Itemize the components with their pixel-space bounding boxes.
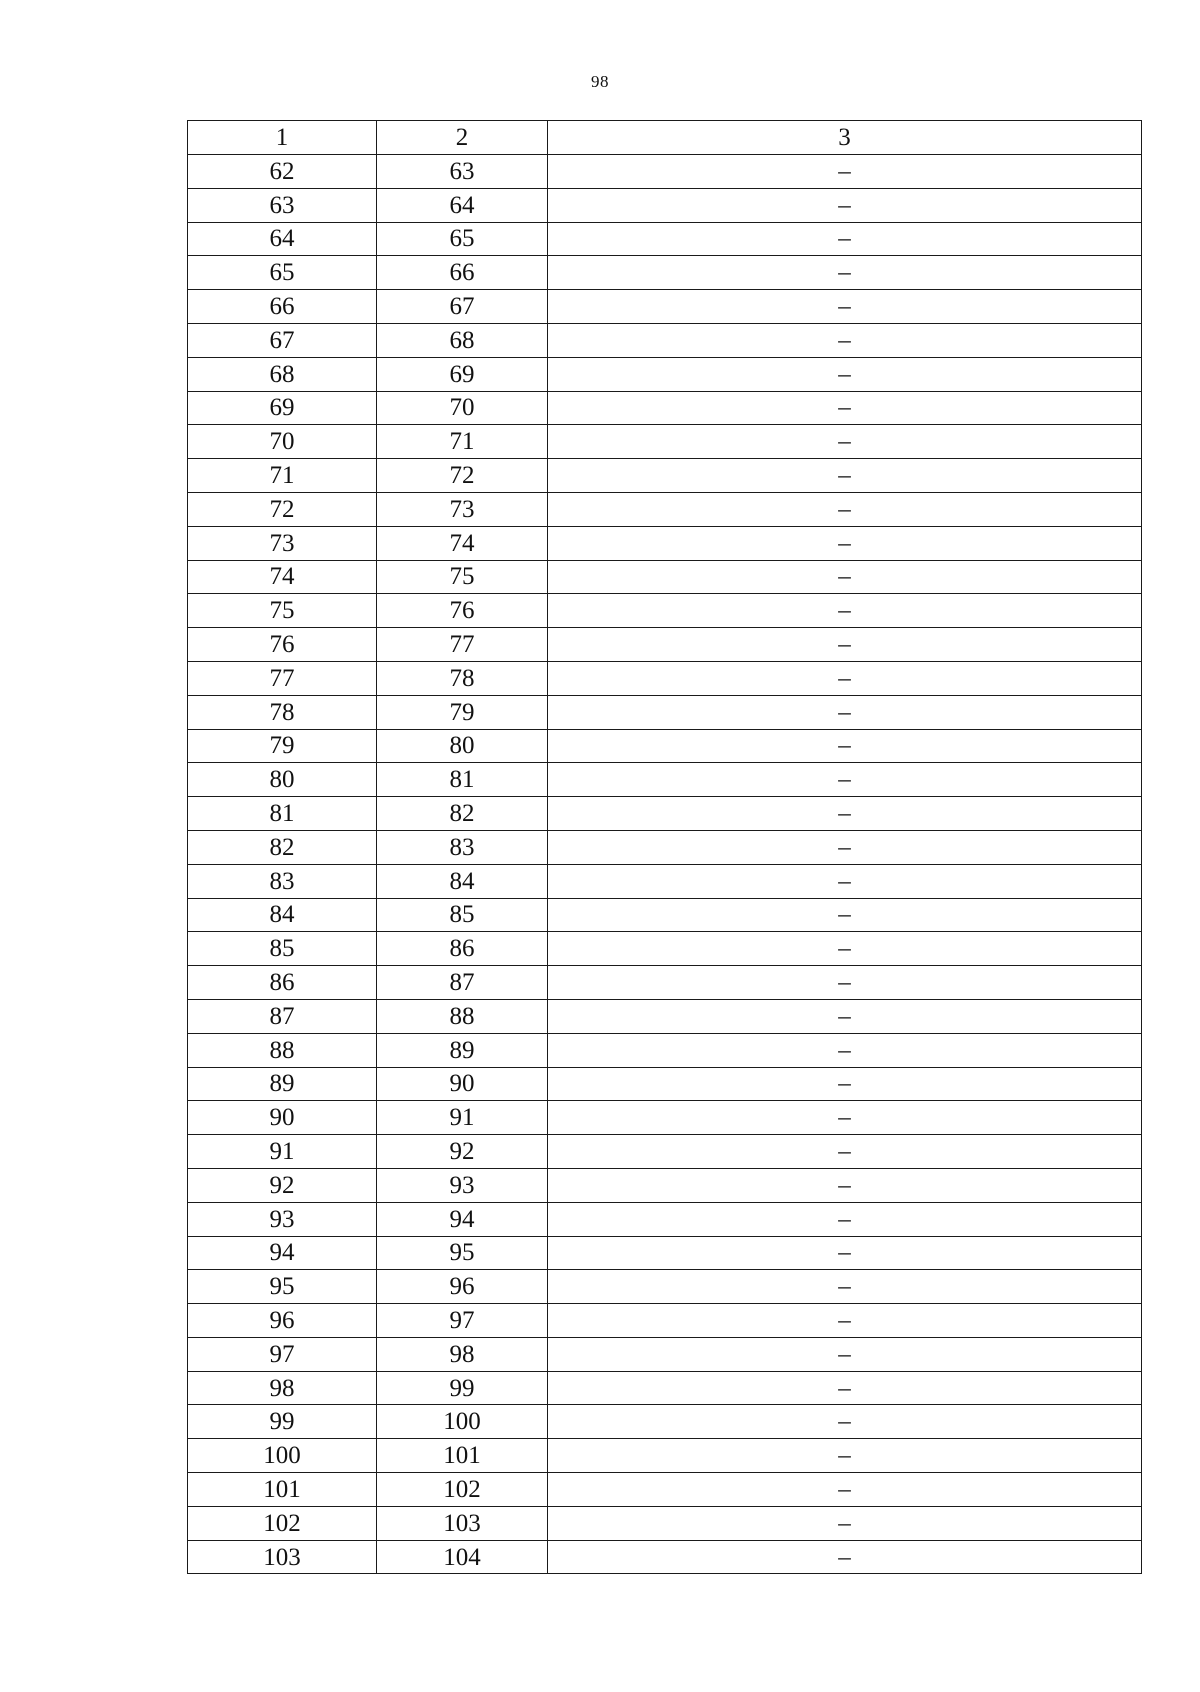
row-cell-col2: 69 bbox=[377, 357, 548, 391]
table-row bbox=[188, 1540, 1142, 1574]
row-cell-col2: 96 bbox=[377, 1270, 548, 1304]
table-row bbox=[188, 1236, 1142, 1270]
row-cell-col1: 93 bbox=[188, 1202, 377, 1236]
row-cell-col1: 71 bbox=[188, 459, 377, 493]
row-cell-col2: 63 bbox=[377, 155, 548, 189]
table-row bbox=[188, 628, 1142, 662]
row-cell-col3: – bbox=[548, 290, 1142, 324]
row-cell-col2: 86 bbox=[377, 932, 548, 966]
table-row bbox=[188, 1439, 1142, 1473]
table-row bbox=[188, 290, 1142, 324]
row-cell-col1: 86 bbox=[188, 966, 377, 1000]
table-row bbox=[188, 1405, 1142, 1439]
column-header-1: 1 bbox=[188, 121, 377, 155]
row-cell-col1: 79 bbox=[188, 729, 377, 763]
row-cell-col3: – bbox=[548, 492, 1142, 526]
table-row bbox=[188, 763, 1142, 797]
row-cell-col2: 73 bbox=[377, 492, 548, 526]
row-cell-col2: 65 bbox=[377, 222, 548, 256]
row-cell-col2: 89 bbox=[377, 1033, 548, 1067]
row-cell-col2: 85 bbox=[377, 898, 548, 932]
table-row bbox=[188, 1067, 1142, 1101]
row-cell-col3: – bbox=[548, 1270, 1142, 1304]
row-cell-col3: – bbox=[548, 695, 1142, 729]
row-cell-col2: 68 bbox=[377, 323, 548, 357]
table-row bbox=[188, 797, 1142, 831]
row-cell-col2: 92 bbox=[377, 1135, 548, 1169]
table-row bbox=[188, 1337, 1142, 1371]
row-cell-col1: 102 bbox=[188, 1506, 377, 1540]
table-row bbox=[188, 391, 1142, 425]
row-cell-col3: – bbox=[548, 1506, 1142, 1540]
row-cell-col2: 64 bbox=[377, 188, 548, 222]
table-row bbox=[188, 1473, 1142, 1507]
table-row bbox=[188, 560, 1142, 594]
row-cell-col1: 99 bbox=[188, 1405, 377, 1439]
row-cell-col1: 63 bbox=[188, 188, 377, 222]
row-cell-col2: 81 bbox=[377, 763, 548, 797]
row-cell-col3: – bbox=[548, 1236, 1142, 1270]
table-row bbox=[188, 999, 1142, 1033]
row-cell-col3: – bbox=[548, 661, 1142, 695]
table-row bbox=[188, 222, 1142, 256]
row-cell-col2: 76 bbox=[377, 594, 548, 628]
row-cell-col3: – bbox=[548, 1439, 1142, 1473]
row-cell-col1: 67 bbox=[188, 323, 377, 357]
table-row bbox=[188, 898, 1142, 932]
page-number: 98 bbox=[591, 72, 609, 91]
row-cell-col2: 71 bbox=[377, 425, 548, 459]
column-header-3: 3 bbox=[548, 121, 1142, 155]
row-cell-col2: 93 bbox=[377, 1168, 548, 1202]
table-row bbox=[188, 526, 1142, 560]
row-cell-col2: 88 bbox=[377, 999, 548, 1033]
table-row bbox=[188, 729, 1142, 763]
table-row bbox=[188, 357, 1142, 391]
row-cell-col3: – bbox=[548, 222, 1142, 256]
row-cell-col2: 82 bbox=[377, 797, 548, 831]
row-cell-col3: – bbox=[548, 155, 1142, 189]
table-row bbox=[188, 1506, 1142, 1540]
row-cell-col2: 84 bbox=[377, 864, 548, 898]
row-cell-col2: 104 bbox=[377, 1540, 548, 1574]
table-row bbox=[188, 864, 1142, 898]
data-table bbox=[187, 120, 1142, 1574]
row-cell-col3: – bbox=[548, 966, 1142, 1000]
row-cell-col1: 95 bbox=[188, 1270, 377, 1304]
row-cell-col3: – bbox=[548, 425, 1142, 459]
table-row bbox=[188, 459, 1142, 493]
data-table-container bbox=[187, 120, 1141, 1574]
row-cell-col1: 101 bbox=[188, 1473, 377, 1507]
row-cell-col1: 103 bbox=[188, 1540, 377, 1574]
row-cell-col1: 62 bbox=[188, 155, 377, 189]
row-cell-col2: 91 bbox=[377, 1101, 548, 1135]
row-cell-col3: – bbox=[548, 594, 1142, 628]
row-cell-col3: – bbox=[548, 188, 1142, 222]
row-cell-col1: 80 bbox=[188, 763, 377, 797]
row-cell-col2: 74 bbox=[377, 526, 548, 560]
row-cell-col1: 88 bbox=[188, 1033, 377, 1067]
row-cell-col1: 96 bbox=[188, 1304, 377, 1338]
table-row bbox=[188, 1304, 1142, 1338]
row-cell-col3: – bbox=[548, 729, 1142, 763]
table-row bbox=[188, 425, 1142, 459]
row-cell-col3: – bbox=[548, 459, 1142, 493]
table-row bbox=[188, 1168, 1142, 1202]
row-cell-col2: 90 bbox=[377, 1067, 548, 1101]
row-cell-col1: 89 bbox=[188, 1067, 377, 1101]
table-row bbox=[188, 1101, 1142, 1135]
row-cell-col3: – bbox=[548, 830, 1142, 864]
row-cell-col1: 84 bbox=[188, 898, 377, 932]
row-cell-col1: 94 bbox=[188, 1236, 377, 1270]
row-cell-col3: – bbox=[548, 898, 1142, 932]
row-cell-col1: 68 bbox=[188, 357, 377, 391]
row-cell-col3: – bbox=[548, 391, 1142, 425]
row-cell-col1: 81 bbox=[188, 797, 377, 831]
row-cell-col2: 78 bbox=[377, 661, 548, 695]
row-cell-col3: – bbox=[548, 560, 1142, 594]
row-cell-col1: 74 bbox=[188, 560, 377, 594]
row-cell-col3: – bbox=[548, 999, 1142, 1033]
row-cell-col3: – bbox=[548, 323, 1142, 357]
row-cell-col2: 94 bbox=[377, 1202, 548, 1236]
table-row bbox=[188, 155, 1142, 189]
table-row bbox=[188, 323, 1142, 357]
row-cell-col2: 102 bbox=[377, 1473, 548, 1507]
row-cell-col2: 98 bbox=[377, 1337, 548, 1371]
row-cell-col1: 70 bbox=[188, 425, 377, 459]
row-cell-col3: – bbox=[548, 1168, 1142, 1202]
table-row bbox=[188, 830, 1142, 864]
row-cell-col3: – bbox=[548, 1473, 1142, 1507]
row-cell-col1: 72 bbox=[188, 492, 377, 526]
row-cell-col1: 100 bbox=[188, 1439, 377, 1473]
row-cell-col2: 83 bbox=[377, 830, 548, 864]
table-body bbox=[188, 121, 1142, 1574]
row-cell-col1: 91 bbox=[188, 1135, 377, 1169]
row-cell-col3: – bbox=[548, 1337, 1142, 1371]
row-cell-col3: – bbox=[548, 357, 1142, 391]
row-cell-col2: 100 bbox=[377, 1405, 548, 1439]
row-cell-col3: – bbox=[548, 797, 1142, 831]
row-cell-col1: 78 bbox=[188, 695, 377, 729]
row-cell-col1: 82 bbox=[188, 830, 377, 864]
row-cell-col3: – bbox=[548, 1033, 1142, 1067]
row-cell-col1: 83 bbox=[188, 864, 377, 898]
row-cell-col3: – bbox=[548, 763, 1142, 797]
row-cell-col1: 75 bbox=[188, 594, 377, 628]
table-row bbox=[188, 1202, 1142, 1236]
row-cell-col1: 87 bbox=[188, 999, 377, 1033]
table-row bbox=[188, 1270, 1142, 1304]
row-cell-col3: – bbox=[548, 1135, 1142, 1169]
table-row bbox=[188, 966, 1142, 1000]
row-cell-col1: 65 bbox=[188, 256, 377, 290]
row-cell-col1: 66 bbox=[188, 290, 377, 324]
row-cell-col1: 98 bbox=[188, 1371, 377, 1405]
row-cell-col2: 72 bbox=[377, 459, 548, 493]
row-cell-col1: 85 bbox=[188, 932, 377, 966]
table-row bbox=[188, 492, 1142, 526]
row-cell-col3: – bbox=[548, 1202, 1142, 1236]
row-cell-col1: 69 bbox=[188, 391, 377, 425]
row-cell-col2: 75 bbox=[377, 560, 548, 594]
row-cell-col3: – bbox=[548, 932, 1142, 966]
row-cell-col3: – bbox=[548, 1101, 1142, 1135]
row-cell-col2: 66 bbox=[377, 256, 548, 290]
row-cell-col3: – bbox=[548, 864, 1142, 898]
row-cell-col3: – bbox=[548, 1371, 1142, 1405]
row-cell-col1: 73 bbox=[188, 526, 377, 560]
row-cell-col3: – bbox=[548, 628, 1142, 662]
row-cell-col3: – bbox=[548, 526, 1142, 560]
row-cell-col1: 92 bbox=[188, 1168, 377, 1202]
table-row bbox=[188, 256, 1142, 290]
table-row bbox=[188, 1371, 1142, 1405]
table-row bbox=[188, 695, 1142, 729]
row-cell-col3: – bbox=[548, 1067, 1142, 1101]
row-cell-col1: 77 bbox=[188, 661, 377, 695]
row-cell-col3: – bbox=[548, 1405, 1142, 1439]
table-row bbox=[188, 932, 1142, 966]
row-cell-col2: 79 bbox=[377, 695, 548, 729]
row-cell-col3: – bbox=[548, 1304, 1142, 1338]
row-cell-col1: 90 bbox=[188, 1101, 377, 1135]
row-cell-col2: 77 bbox=[377, 628, 548, 662]
table-row bbox=[188, 661, 1142, 695]
row-cell-col2: 67 bbox=[377, 290, 548, 324]
row-cell-col2: 95 bbox=[377, 1236, 548, 1270]
table-row bbox=[188, 188, 1142, 222]
row-cell-col3: – bbox=[548, 256, 1142, 290]
row-cell-col2: 103 bbox=[377, 1506, 548, 1540]
table-row bbox=[188, 594, 1142, 628]
row-cell-col1: 76 bbox=[188, 628, 377, 662]
table-row bbox=[188, 1033, 1142, 1067]
table-row bbox=[188, 1135, 1142, 1169]
row-cell-col1: 97 bbox=[188, 1337, 377, 1371]
row-cell-col2: 99 bbox=[377, 1371, 548, 1405]
row-cell-col2: 101 bbox=[377, 1439, 548, 1473]
row-cell-col3: – bbox=[548, 1540, 1142, 1574]
row-cell-col2: 70 bbox=[377, 391, 548, 425]
row-cell-col2: 97 bbox=[377, 1304, 548, 1338]
row-cell-col2: 80 bbox=[377, 729, 548, 763]
table-header-row bbox=[188, 121, 1142, 155]
row-cell-col2: 87 bbox=[377, 966, 548, 1000]
row-cell-col1: 64 bbox=[188, 222, 377, 256]
column-header-2: 2 bbox=[377, 121, 548, 155]
